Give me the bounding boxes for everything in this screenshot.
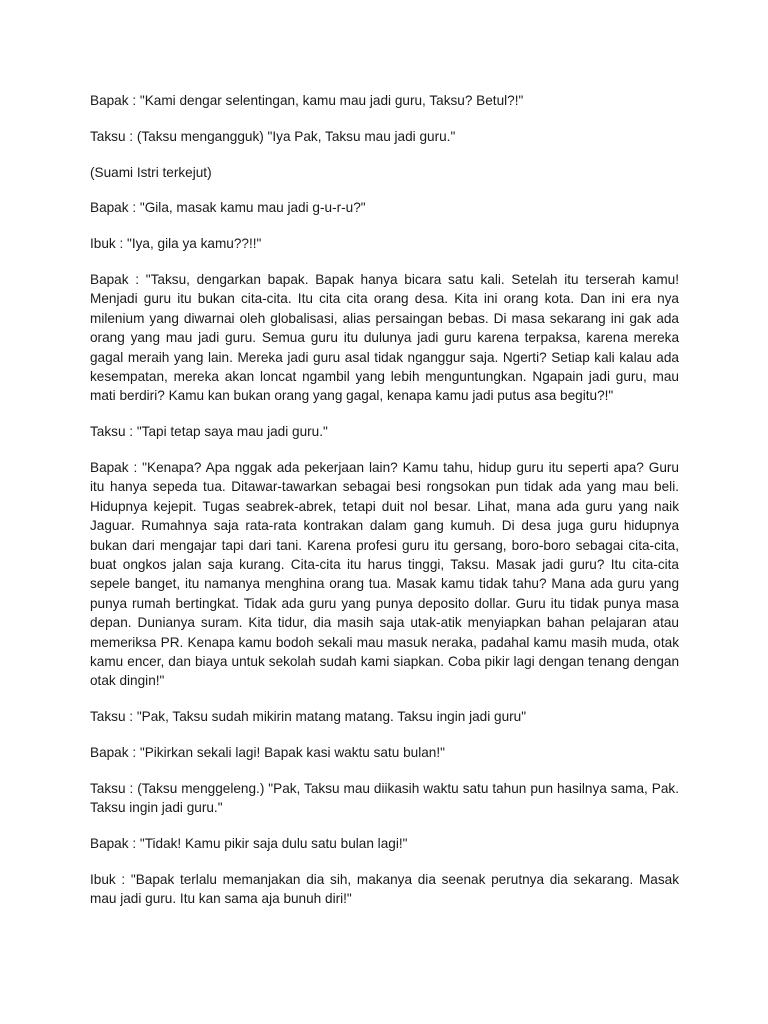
stage-direction: (Suami Istri terkejut) bbox=[90, 164, 212, 180]
dialogue-line-taksu-1: Taksu : (Taksu mengangguk) "Iya Pak, Taksu mau jadi guru." bbox=[90, 128, 456, 144]
dialogue-line-taksu-4: Taksu : (Taksu menggeleng.) "Pak, Taksu mau diikasih waktu satu tahun pun hasilnya sama, Pak. Taksu ingin jadi guru." bbox=[90, 780, 679, 816]
dialogue-line-ibuk-2: Ibuk : "Bapak terlalu memanjakan dia sih, makanya dia seenak perutnya dia sekarang. Masak mau jadi guru. Itu kan sama aja bunuh diri!" bbox=[90, 871, 679, 907]
dialogue-line-bapak-6: Bapak : "Tidak! Kamu pikir saja dulu satu bulan lagi!" bbox=[90, 836, 408, 852]
document-page bbox=[90, 91, 679, 909]
dialogue-line-bapak-3: Bapak : "Taksu, dengarkan bapak. Bapak hanya bicara satu kali. Setelah itu terserah kamu! Menjadi guru itu bukan cita-cita. Itu cita cita orang desa. Kita ini orang kota. Dan ini era nya milenium yang diwarnai oleh globalisasi, alias persaingan bebas. Di masa sekarang ini gak ada orang yang mau jadi guru. Semua guru itu dulunya jadi guru karena terpaksa, karena mereka gagal meraih yang lain. Mereka jadi guru asal tidak nganggur saja. Ngerti? Setiap kali kalau ada kesempatan, mereka akan loncat ngambil yang lebih menguntungkan. Ngapain jadi guru, mau mati berdiri? Kamu kan bukan orang yang gagal, kenapa kamu jadi putus asa begitu?!" bbox=[90, 271, 679, 404]
dialogue-line-bapak-4: Bapak : "Kenapa? Apa nggak ada pekerjaan lain? Kamu tahu, hidup guru itu seperti apa? Guru itu hanya sepeda tua. Ditawar-tawarkan sebagai besi rongsokan pun tidak ada yang mau beli. Hidupnya kejepit. Tugas seabrek-abrek, tetapi duit nol besar. Lihat, mana ada guru yang naik Jaguar. Rumahnya saja rata-rata kontrakan dalam gang kumuh. Di desa juga guru hidupnya bukan dari mengajar tapi dari tani. Karena profesi guru itu gersang, boro-boro sebagai cita-cita, buat ongkos jalan saja kurang. Cita-cita itu harus tinggi, Taksu. Masak jadi guru? Itu cita-cita sepele banget, itu namanya menghina orang tua. Masak kamu tidak tahu? Mana ada guru yang punya rumah bertingkat. Tidak ada guru yang punya deposito dollar. Guru itu tidak punya masa depan. Dunianya suram. Kita tidur, dia masih saja utak-atik menyiapkan bahan pelajaran atau memeriksa PR. Kenapa kamu bodoh sekali mau masuk neraka, padahal kamu masih muda, otak kamu encer, dan biaya untuk sekolah sudah kami siapkan. Coba pikir lagi dengan tenang dengan otak dingin!" bbox=[90, 460, 679, 689]
dialogue-line-taksu-3: Taksu : "Pak, Taksu sudah mikirin matang matang. Taksu ingin jadi guru" bbox=[90, 709, 527, 725]
dialogue-line-ibuk-1: Ibuk : "Iya, gila ya kamu??!!" bbox=[90, 236, 262, 252]
dialogue-line-taksu-2: Taksu : "Tapi tetap saya mau jadi guru." bbox=[90, 424, 328, 440]
dialogue-line-bapak-5: Bapak : "Pikirkan sekali lagi! Bapak kasi waktu satu bulan!" bbox=[90, 745, 445, 761]
dialogue-line-bapak-1: Bapak : "Kami dengar selentingan, kamu mau jadi guru, Taksu? Betul?!" bbox=[90, 93, 524, 108]
dialogue-line-bapak-2: Bapak : "Gila, masak kamu mau jadi g-u-r-u?" bbox=[90, 200, 366, 216]
